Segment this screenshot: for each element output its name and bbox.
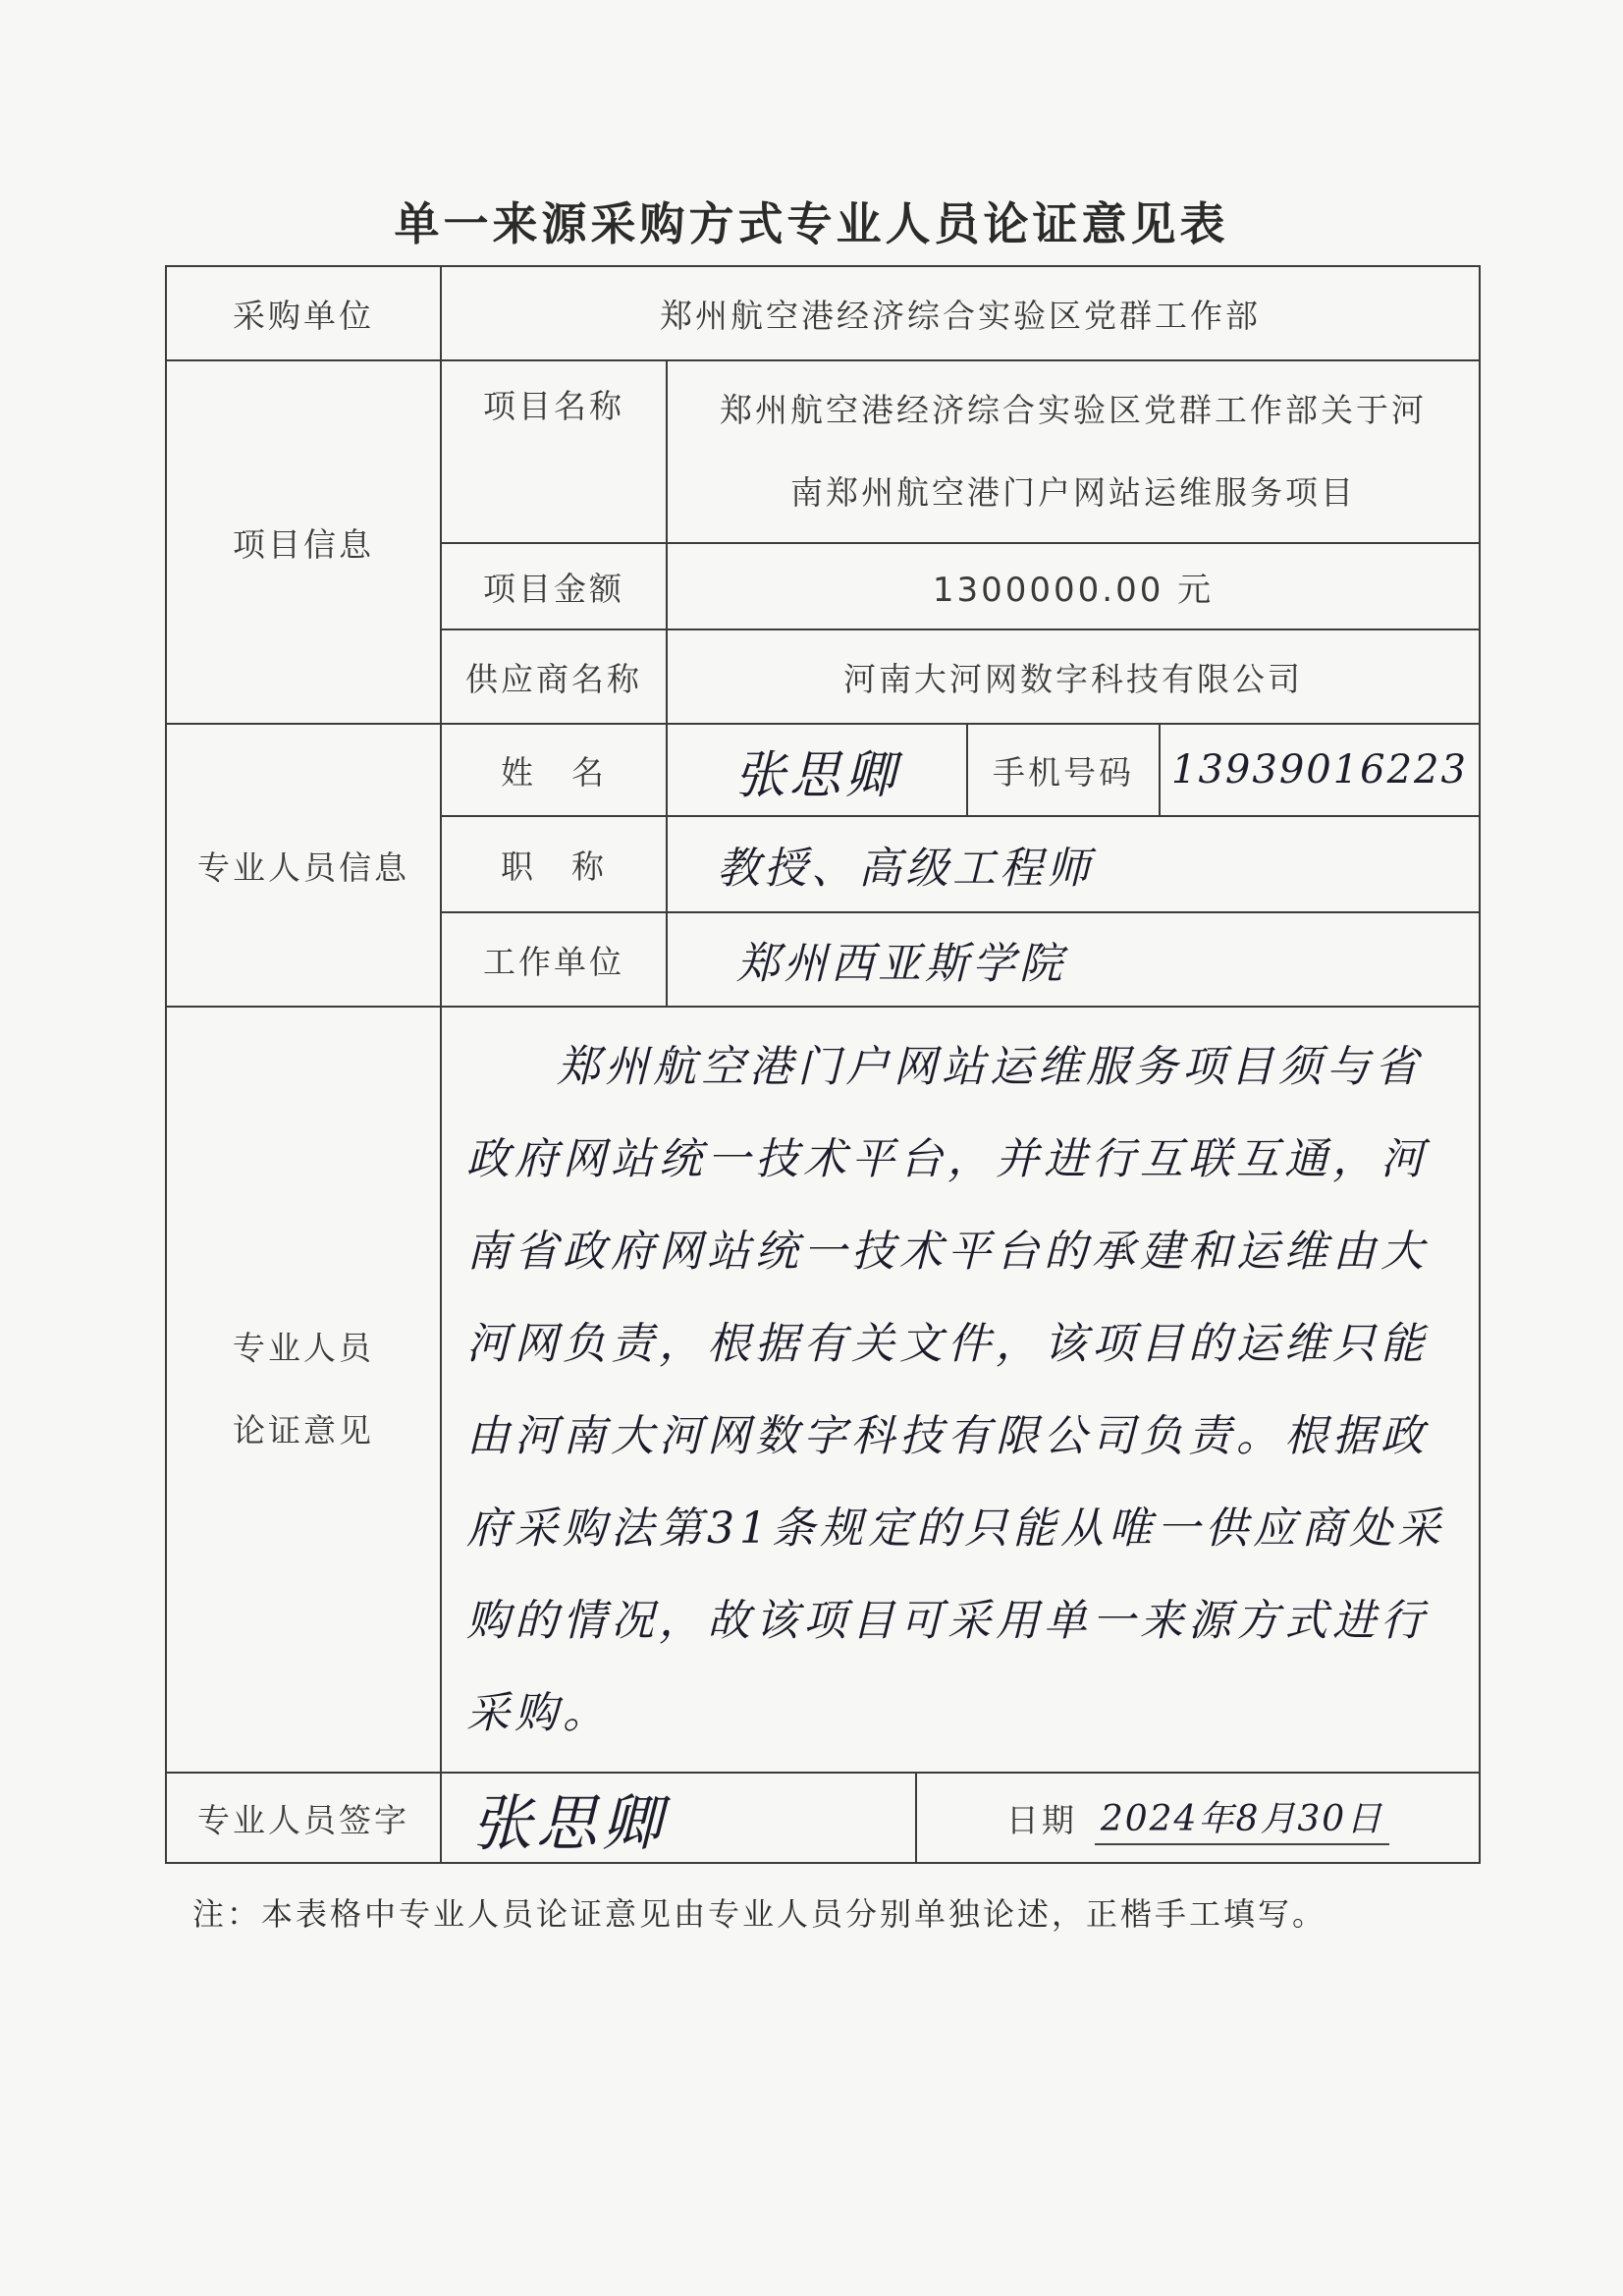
supplier-value: 河南大河网数字科技有限公司 <box>843 659 1303 698</box>
page-title: 单一来源采购方式专业人员论证意见表 <box>394 197 1229 250</box>
opinion-text: 郑州航空港门户网站运维服务项目须与省政府网站统一技术平台，并进行互联互通，河南省政府网站统一技术平台的承建和运维由大河网负责，根据有关文件，该项目的运维只能由河南大河网数字科技有限公司负责。根据政府采购法第31条规定的只能从唯一供应商处采购的情况，故该项目可采用单一来源方式进行采购。 <box>466 1042 1445 1738</box>
date-value: 2024年8月30日 <box>1095 1791 1389 1845</box>
phone-value: 13939016223 <box>1171 747 1468 793</box>
org-value: 郑州西亚斯学院 <box>736 939 1066 989</box>
expert-title-label: 职 称 <box>501 847 607 886</box>
date-field <box>917 1774 1479 1862</box>
signature-label: 专业人员签字 <box>197 1800 409 1839</box>
phone-label: 手机号码 <box>993 752 1134 792</box>
purchaser-value: 郑州航空港经济综合实验区党群工作部 <box>660 296 1261 335</box>
expert-name-label: 姓 名 <box>501 752 607 792</box>
project-name-line2: 南郑州航空港门户网站运维服务项目 <box>790 473 1356 512</box>
project-name-label: 项目名称 <box>483 387 624 425</box>
opinion-label <box>167 1008 440 1772</box>
footnote: 注：本表格中专业人员论证意见由专业人员分别单独论述，正楷手工填写。 <box>192 1895 1327 1933</box>
project-amount-value: 1300000.00 元 <box>932 570 1215 610</box>
project-section-label: 项目信息 <box>233 524 374 564</box>
expert-name-value: 张思卿 <box>733 745 899 805</box>
org-label: 工作单位 <box>483 942 624 981</box>
project-amount-label: 项目金额 <box>483 569 624 608</box>
expert-title-value: 教授、高级工程师 <box>717 844 1094 894</box>
project-name-value <box>668 361 1479 542</box>
opinion-label-line1: 专业人员 <box>233 1329 374 1367</box>
supplier-label: 供应商名称 <box>465 659 642 698</box>
project-name-line1: 郑州航空港经济综合实验区党群工作部关于河 <box>720 391 1427 429</box>
opinion-label-line2: 论证意见 <box>233 1411 374 1449</box>
signature-value: 张思卿 <box>471 1786 667 1859</box>
purchaser-label: 采购单位 <box>233 296 374 335</box>
col-divider <box>440 267 442 1862</box>
expert-section-label: 专业人员信息 <box>197 847 409 887</box>
date-label: 日期 <box>1005 1800 1077 1839</box>
